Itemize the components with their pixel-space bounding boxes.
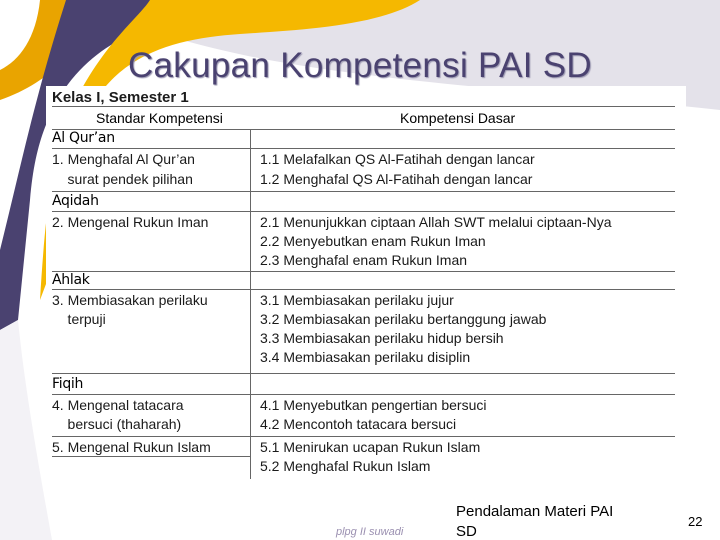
class-semester-label: Kelas I, Semester 1 <box>52 89 189 106</box>
kd-2-1: 2.1 Menunjukkan ciptaan Allah SWT melalui ciptaan-Nya <box>260 214 612 230</box>
section-divider <box>52 271 675 272</box>
kd-5-1: 5.1 Menirukan ucapan Rukun Islam <box>260 439 481 455</box>
kd-3-1: 3.1 Membiasakan perilaku jujur <box>260 292 454 308</box>
kd-1-1: 1.1 Melafalkan QS Al-Fatihah dengan lancar <box>260 151 535 167</box>
sk-4-line-1: 4. Mengenal tatacara <box>52 397 184 413</box>
sk-1-line-2: surat pendek pilihan <box>52 171 193 187</box>
column-divider <box>250 129 251 479</box>
watermark-text: plpg II suwadi <box>336 526 404 538</box>
section-divider <box>52 289 675 290</box>
sk-2: 2. Mengenal Rukun Iman <box>52 214 209 230</box>
header-kompetensi-dasar: Kompetensi Dasar <box>400 110 516 126</box>
section-divider <box>52 373 675 374</box>
sk-4-line-2: bersuci (thaharah) <box>52 416 182 432</box>
table-border-top <box>52 106 675 107</box>
kd-3-2: 3.2 Membiasakan perilaku bertanggung jawab <box>260 311 547 327</box>
sk-1-line-1: 1. Menghafal Al Qur’an <box>52 151 195 167</box>
header-standar-kompetensi: Standar Kompetensi <box>96 110 223 126</box>
category-aqidah: Aqidah <box>52 193 99 209</box>
kd-3-3: 3.3 Membiasakan perilaku hidup bersih <box>260 330 504 346</box>
row-divider-left <box>52 456 250 457</box>
section-divider <box>52 394 675 395</box>
kd-5-2: 5.2 Menghafal Rukun Islam <box>260 458 431 474</box>
section-divider <box>52 436 675 437</box>
footer-note <box>456 502 613 540</box>
table-header-divider <box>52 129 675 130</box>
footer-note-line-2: SD <box>456 523 477 540</box>
slide-title: Cakupan Kompetensi PAI SD <box>127 46 593 85</box>
sk-5: 5. Mengenal Rukun Islam <box>52 439 211 455</box>
kd-1-2: 1.2 Menghafal QS Al-Fatihah dengan lancar <box>260 171 533 187</box>
section-divider <box>52 191 675 192</box>
sk-3-line-1: 3. Membiasakan perilaku <box>52 292 208 308</box>
kd-4-1: 4.1 Menyebutkan pengertian bersuci <box>260 397 487 413</box>
section-divider <box>52 211 675 212</box>
kd-2-3: 2.3 Menghafal enam Rukun Iman <box>260 252 468 268</box>
kd-3-4: 3.4 Membiasakan perilaku disiplin <box>260 349 471 365</box>
category-al-quran: Al Qur’an <box>52 130 115 146</box>
footer-note-line-1: Pendalaman Materi PAI <box>456 503 614 520</box>
sk-3-line-2: terpuji <box>52 311 106 327</box>
page-number: 22 <box>688 514 703 529</box>
kd-2-2: 2.2 Menyebutkan enam Rukun Iman <box>260 233 486 249</box>
category-fiqih: Fiqih <box>52 376 84 392</box>
category-ahlak: Ahlak <box>52 272 90 288</box>
kd-4-2: 4.2 Mencontoh tatacara bersuci <box>260 416 457 432</box>
section-divider <box>52 148 675 149</box>
